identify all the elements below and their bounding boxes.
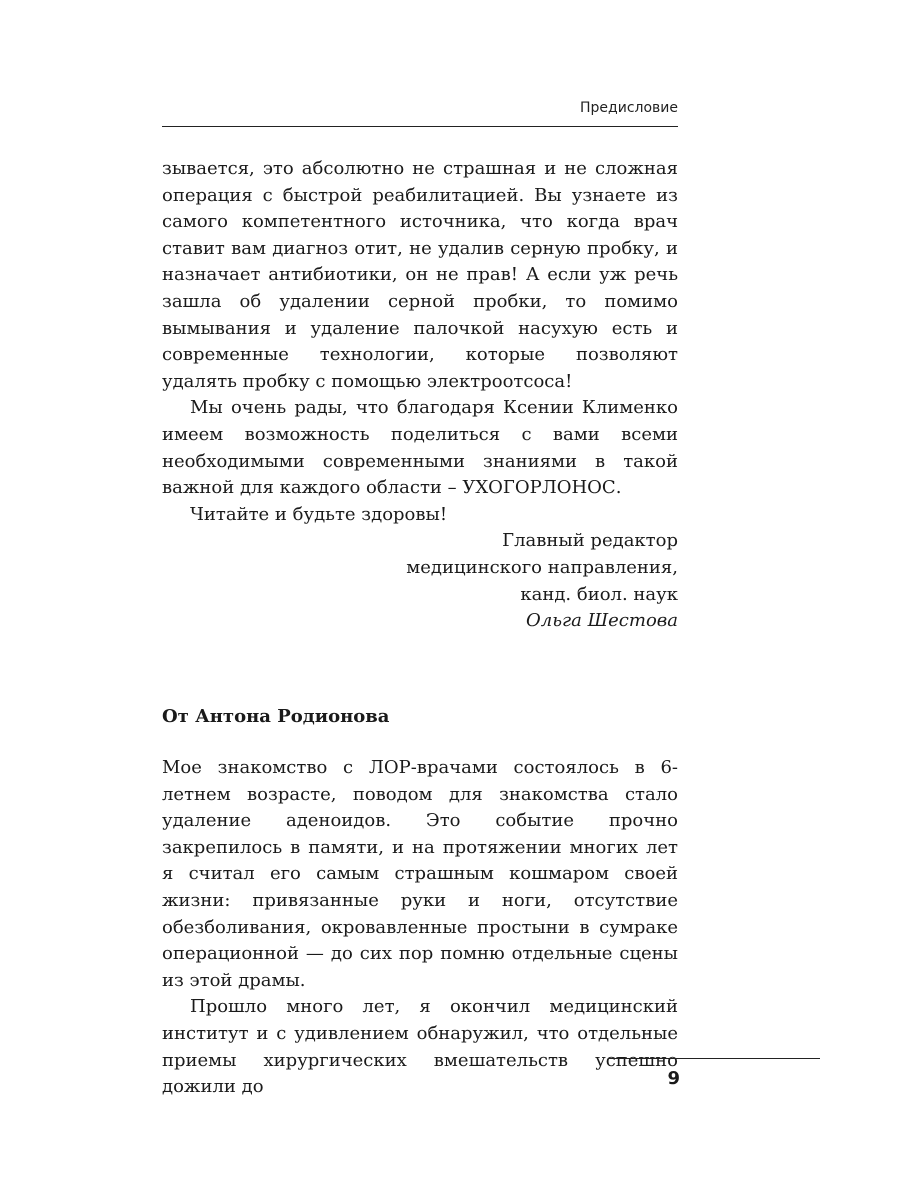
signature-degree: канд. биол. наук	[520, 583, 678, 605]
header-rule	[162, 126, 678, 127]
signature-name: Ольга Шестова	[526, 610, 678, 632]
running-head: Предисловие	[580, 100, 678, 116]
rodionov-text-block	[162, 755, 678, 1101]
paragraph-years-later: Прошло много лет, я окончил медицинский институт и с удивлением обнаружил, что отдельные приемы хирургических вмешательств успешно дожили до	[162, 996, 678, 1098]
signature-department: медицинского направления,	[406, 556, 678, 578]
paragraph-closing-wish: Читайте и будьте здоровы!	[190, 503, 448, 525]
page-number: 9	[667, 1068, 680, 1089]
section-heading: От Антона Родионова	[162, 706, 390, 727]
signature-block	[162, 528, 678, 634]
paragraph-ent-acquaintance: Мое знакомство с ЛОР-врачами состоялось в 6-летнем возрасте, поводом для знакомства стало удаление аденоидов. Это событие прочно закрепилось в памяти, и на протяжении многих лет я считал его самым страшным кошмаром своей жизни: привязанные руки и ноги, отсутствие обезболивания, окровавленные простыни в сумраке операционной — до сих пор помню отдельные сцены из этой драмы.	[162, 757, 678, 991]
footer-rule	[608, 1058, 820, 1059]
preface-text-block	[162, 156, 678, 635]
signature-title: Главный редактор	[502, 530, 678, 552]
paragraph-gratitude: Мы очень рады, что благодаря Ксении Клименко имеем возможность поделиться с вами всеми необходимыми современными знаниями в такой важной для каждого области – УХОГОРЛОНОС.	[162, 397, 678, 499]
paragraph-preface-continuation: зывается, это абсолютно не страшная и не сложная операция с быстрой реабилитацией. Вы узнаете из самого компетентного источника, что когда врач ставит вам диагноз отит, не удалив серную пробку, и назначает антибиотики, он не прав! А если уж речь зашла об удалении серной пробки, то помимо вымывания и удаление палочкой насухую есть и современные технологии, которые позволяют удалять пробку с помощью электроотсоса!	[162, 158, 678, 392]
